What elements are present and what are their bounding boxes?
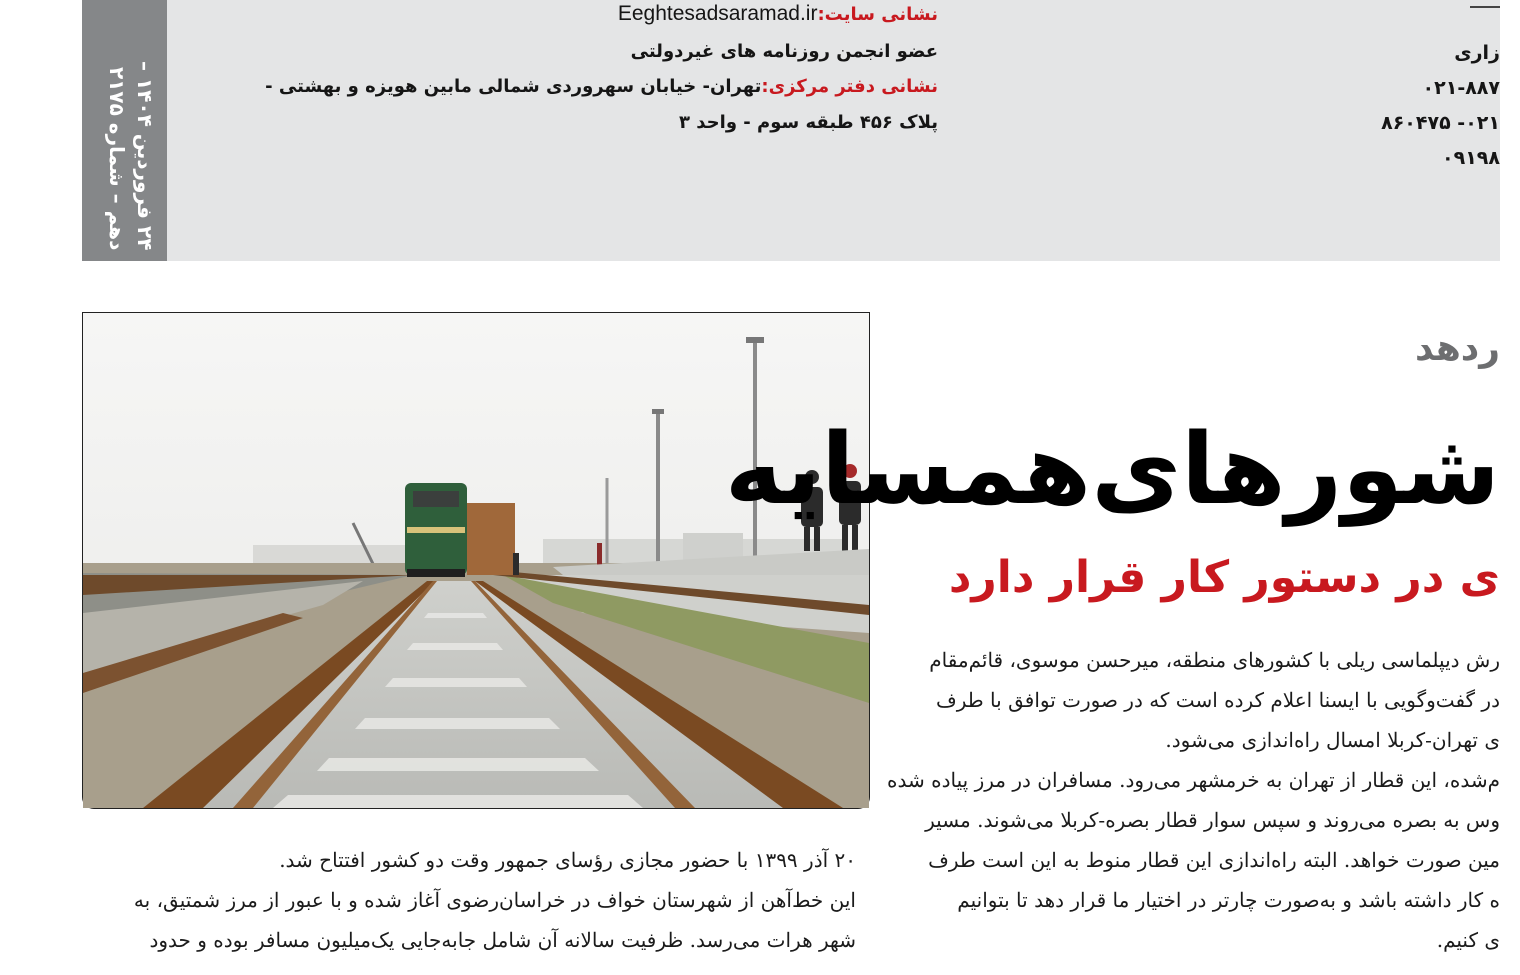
- contact-phone-1: ۰۲۱-۸۸۷: [1422, 77, 1500, 99]
- issue-date-line-2: دهم – شماره ۲۱۷۵: [105, 66, 129, 250]
- body-line: م‌شده، این قطار از تهران به خرمشهر می‌رود. مسافران در مرز پیاده شده: [887, 768, 1500, 792]
- body-line: وس به بصره می‌روند و سپس سوار قطار بصره-کربلا می‌شوند. مسیر: [925, 808, 1500, 832]
- body-line: این خط‌آهن از شهرستان خواف در خراسان‌رضوی آغاز شده و با عبور از مرز شمتیق، به: [133, 888, 856, 912]
- body-line: ه کار داشته باشد و به‌صورت چارتر در اختیار ما قرار دهد تا بتوانیم: [957, 888, 1500, 912]
- article-kicker: ردهد: [1415, 328, 1500, 369]
- body-line: ی تهران-کربلا امسال راه‌اندازی می‌شود.: [1165, 728, 1500, 752]
- body-line: رش دیپلماسی ریلی با کشورهای منطقه، میرحسن موسوی، قائم‌مقام: [929, 648, 1500, 672]
- contact-phone-3: ۰۹۱۹۸: [1442, 147, 1500, 169]
- article-headline: شورهای‌همسایه: [724, 413, 1500, 527]
- article-subhead: ی در دستور کار قرار دارد: [948, 552, 1500, 603]
- membership-line: عضو انجمن روزنامه های غیردولتی: [630, 41, 938, 62]
- body-line: مین صورت خواهد. البته راه‌اندازی این قطار منوط به این است طرف: [928, 848, 1500, 872]
- contact-phone-2: ۰۲۱- ۸۶۰۴۷۵: [1381, 112, 1500, 134]
- address-line-2: پلاک ۴۵۶ طبقه سوم - واحد ۳: [679, 112, 938, 133]
- body-line: شهر هرات می‌رسد. ظرفیت سالانه آن شامل جابه‌جایی یک‌میلیون مسافر بوده و حدود: [149, 928, 856, 952]
- issue-date-text: [94, 0, 159, 250]
- contact-label: زاری: [1454, 42, 1500, 64]
- masthead-edge-mark: [1470, 0, 1500, 8]
- railway-photo: [82, 312, 870, 809]
- website-line: [618, 2, 938, 26]
- issue-date-line-1: ۲۴ فروردین ۱۴۰۴ –: [133, 60, 157, 250]
- website-label: نشانی سایت:: [817, 4, 938, 25]
- article-column-right: [887, 640, 1500, 975]
- address-label: نشانی دفتر مرکزی:: [761, 76, 938, 97]
- address-text-1: تهران- خیابان سهروردی شمالی مابین هویزه و بهشتی -: [265, 76, 762, 97]
- article-column-left: [86, 840, 856, 975]
- body-line: در گفت‌وگویی با ایسنا اعلام کرده است که در صورت توافق با طرف: [936, 688, 1500, 712]
- body-line: ۲۰ آذر ۱۳۹۹ با حضور مجازی رؤسای جمهور وقت دو کشور افتتاح شد.: [279, 848, 856, 872]
- issue-date-strip: [82, 0, 167, 261]
- address-line: [265, 76, 938, 97]
- body-line: ی کنیم.: [1436, 928, 1500, 952]
- website-link[interactable]: Eeghtesadsaramad.ir: [617, 2, 818, 25]
